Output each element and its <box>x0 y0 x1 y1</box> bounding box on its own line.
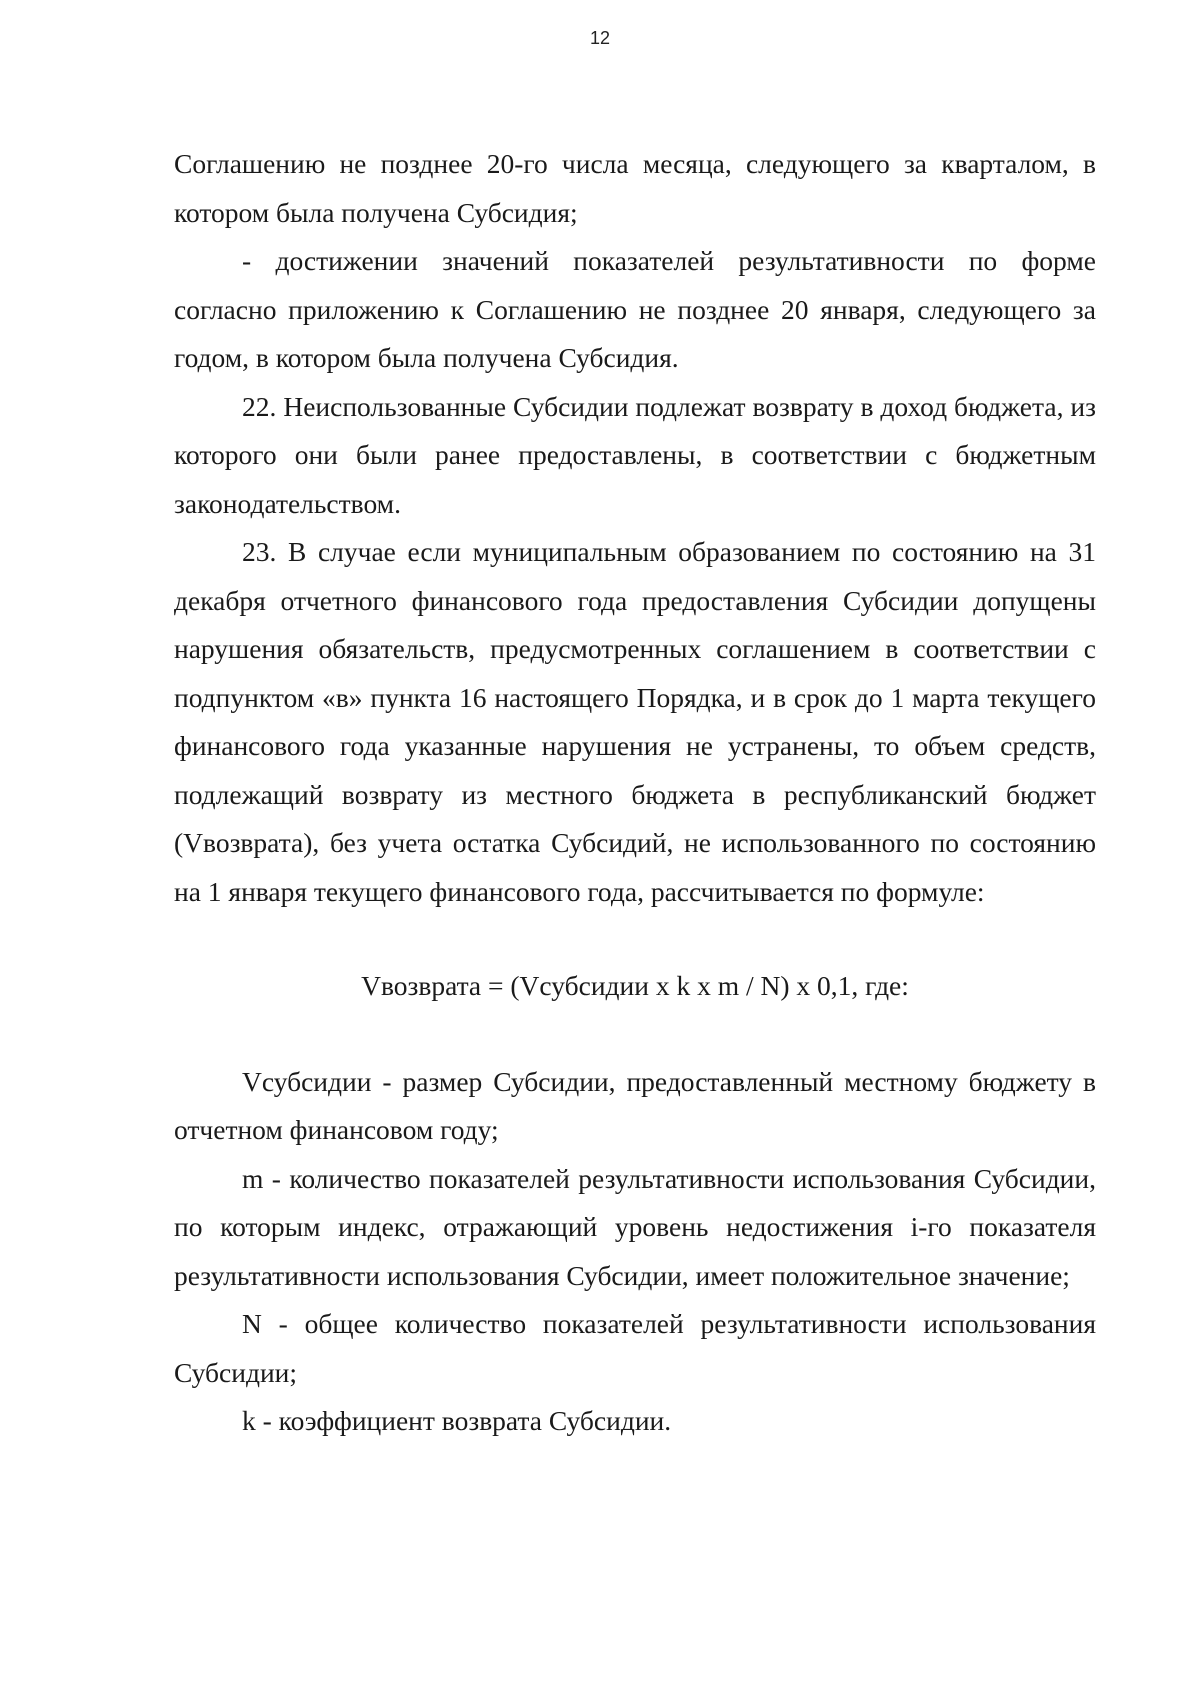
definition-m: m - количество показателей результативности использования Субсидии, по которым индекс, отражающий уровень недостижения i-го показателя результативности использования Субсидии, имеет положительное значение; <box>174 1162 1096 1291</box>
paragraph-continuation: Соглашению не позднее 20-го числа месяца, следующего за кварталом, в котором была получена Субсидия; <box>174 148 1096 228</box>
definition-n: N - общее количество показателей результативности использования Субсидии; <box>174 1308 1096 1388</box>
definition-v-subsidy: Vсубсидии - размер Субсидии, предоставленный местному бюджету в отчетном финансовом году; <box>174 1065 1096 1145</box>
formula: Vвозврата = (Vсубсидии x k x m / N) x 0,1, где: <box>361 970 909 1001</box>
paragraph-indicators: - достижении значений показателей результативности по форме согласно приложению к Соглашению не позднее 20 января, следующего за годом, в котором была получена Субсидия. <box>174 245 1096 373</box>
document-body <box>174 140 1096 1446</box>
paragraph-22: 22. Неиспользованные Субсидии подлежат возврату в доход бюджета, из которого они были ранее предоставлены, в соответствии с бюджетным законодательством. <box>174 390 1096 519</box>
paragraph-23: 23. В случае если муниципальным образованием по состоянию на 31 декабря отчетного финансового года предоставления Субсидии допущены нарушения обязательств, предусмотренных соглашением в соответствии с подпунктом «в» пункта 16 настоящего Порядка, и в срок до 1 марта текущего финансового года указанные нарушения не устранены, то объем средств, подлежащий возврату из местного бюджета в республиканский бюджет (Vвозврата), без учета остатка Субсидий, не использованного по состоянию на 1 января текущего финансового года, рассчитывается по формуле: <box>174 536 1096 907</box>
page-number: 12 <box>589 28 611 48</box>
definition-k: k - коэффициент возврата Субсидии. <box>242 1405 672 1436</box>
